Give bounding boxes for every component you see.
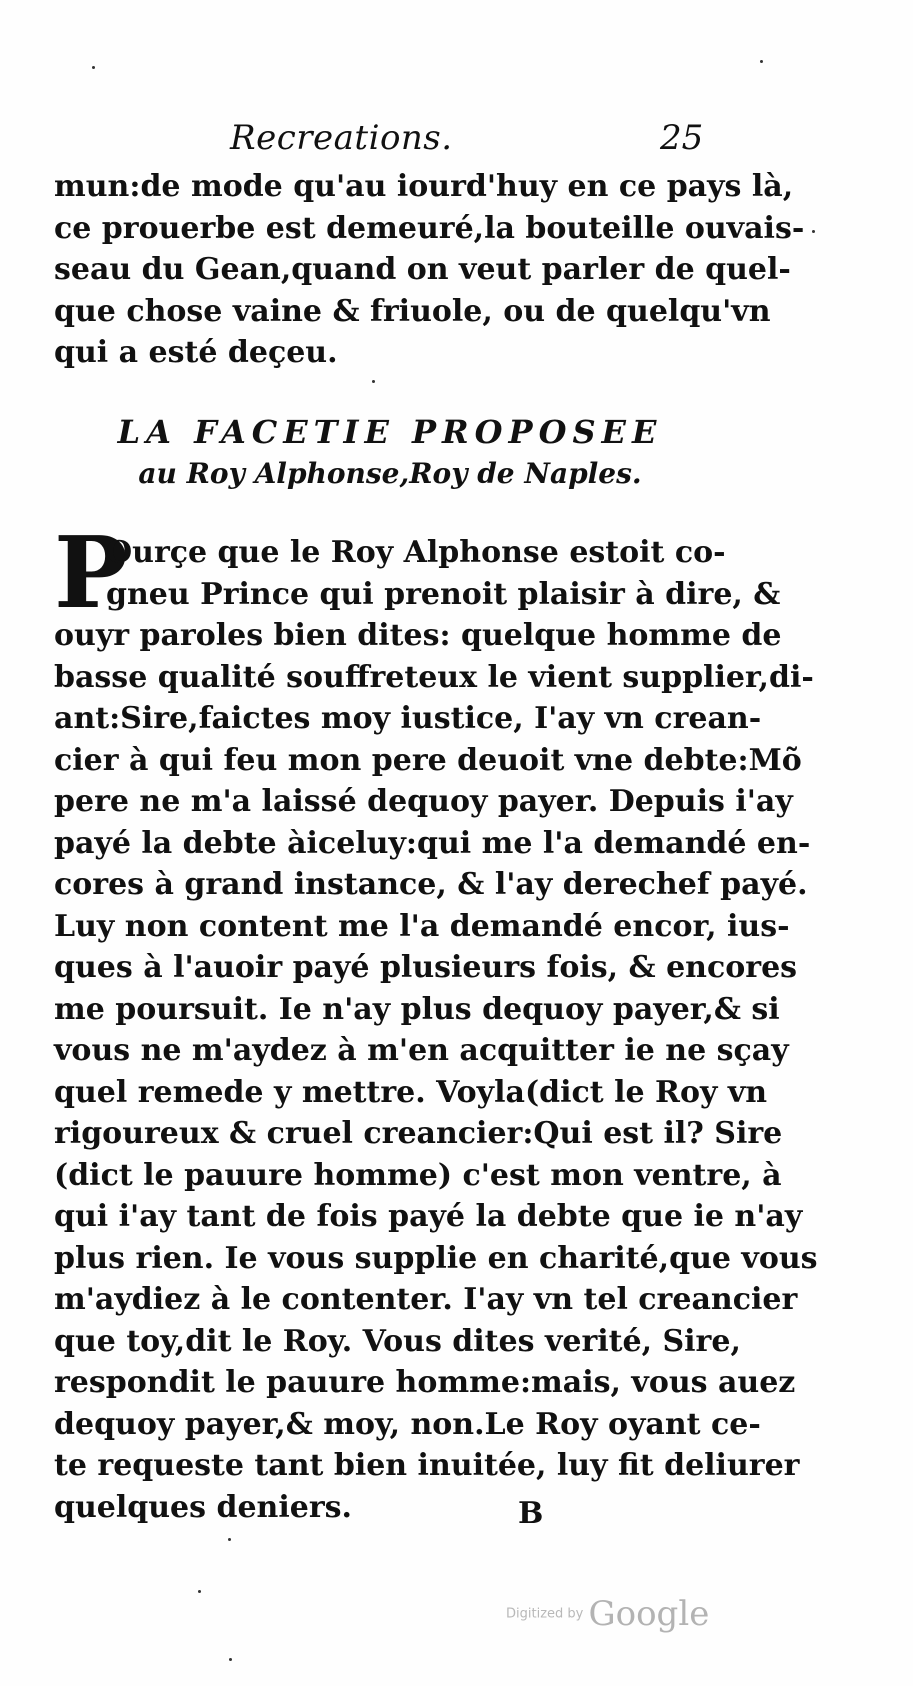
running-head: Recreations. bbox=[230, 118, 453, 158]
heading-line-1: LA FACETIE PROPOSEE bbox=[117, 413, 663, 451]
text-line: ant:Sire,faictes moy iustice, I'ay vn crean- bbox=[54, 701, 762, 736]
paper-speck bbox=[228, 1538, 231, 1541]
text-line: (dict le pauure homme) c'est mon ventre, à bbox=[54, 1157, 782, 1193]
paper-speck bbox=[372, 380, 375, 383]
text-line: cores à grand instance, & l'ay derechef payé. bbox=[54, 867, 808, 902]
text-line: Ourçe que le Roy Alphonse estoit co- bbox=[106, 535, 726, 570]
story-paragraph bbox=[54, 516, 818, 1528]
text-line: dequoy payer,& moy, non.Le Roy oyant ce- bbox=[54, 1406, 761, 1442]
google-logo: Google bbox=[588, 1594, 710, 1634]
text-line: me poursuit. Ie n'ay plus dequoy payer,& si bbox=[54, 991, 780, 1027]
text-line: respondit le pauure homme:mais, vous auez bbox=[54, 1365, 796, 1400]
heading-line-2: au Roy Alphonse,Roy de Naples. bbox=[138, 457, 642, 490]
text-line: mun:de mode qu'au iourd'huy en ce pays là, bbox=[54, 169, 794, 204]
text-line: rigoureux & cruel creancier:Qui est il? Sire bbox=[54, 1116, 783, 1151]
section-heading bbox=[60, 410, 720, 494]
paper-speck bbox=[760, 60, 763, 63]
text-line: quelques deniers. bbox=[54, 1489, 352, 1525]
watermark-prefix: Digitized by bbox=[506, 1606, 584, 1622]
text-line: cier à qui feu mon pere deuoit vne debte:Mõ bbox=[54, 742, 802, 778]
paper-speck bbox=[229, 1658, 232, 1661]
text-line: que toy,dit le Roy. Vous dites verité, Sire, bbox=[54, 1323, 741, 1359]
text-line: plus rien. Ie vous supplie en charité,que vous bbox=[54, 1240, 818, 1276]
text-line: basse qualité souffreteux le vient supplier,di- bbox=[54, 659, 814, 695]
text-line: que chose vaine & friuole, ou de quelqu'vn bbox=[54, 293, 771, 329]
text-line: pere ne m'a laissé dequoy payer. Depuis i'ay bbox=[54, 784, 793, 819]
page-number: 25 bbox=[660, 118, 704, 158]
text-line: qui a esté deçeu. bbox=[54, 335, 338, 370]
text-line: qui i'ay tant de fois payé la debte que ie n'ay bbox=[54, 1199, 803, 1234]
digitization-watermark bbox=[506, 1594, 709, 1634]
text-line: ce prouerbe est demeuré,la bouteille ouvais- bbox=[54, 210, 805, 246]
text-line: ouyr paroles bien dites: quelque homme de bbox=[54, 618, 782, 653]
paper-speck bbox=[812, 230, 815, 233]
paper-speck bbox=[92, 66, 95, 69]
text-line: m'aydiez à le contenter. I'ay vn tel creancier bbox=[54, 1282, 798, 1317]
text-line: Luy non content me l'a demandé encor, ius- bbox=[54, 908, 790, 944]
text-line: te requeste tant bien inuitée, luy fit deliurer bbox=[54, 1448, 800, 1483]
text-line: gneu Prince qui prenoit plaisir à dire, & bbox=[106, 576, 781, 612]
text-line: quel remede y mettre. Voyla(dict le Roy vn bbox=[54, 1074, 768, 1110]
text-line: payé la debte àiceluy:qui me l'a demandé en- bbox=[54, 825, 811, 861]
continued-paragraph bbox=[54, 166, 805, 374]
text-line: seau du Gean,quand on veut parler de quel- bbox=[54, 252, 791, 287]
signature-mark: B bbox=[518, 1496, 544, 1531]
text-line: vous ne m'aydez à m'en acquitter ie ne sçay bbox=[54, 1033, 789, 1068]
text-line: ques à l'auoir payé plusieurs fois, & encores bbox=[54, 950, 798, 985]
paper-speck bbox=[198, 1590, 201, 1593]
drop-cap: P bbox=[54, 516, 128, 631]
